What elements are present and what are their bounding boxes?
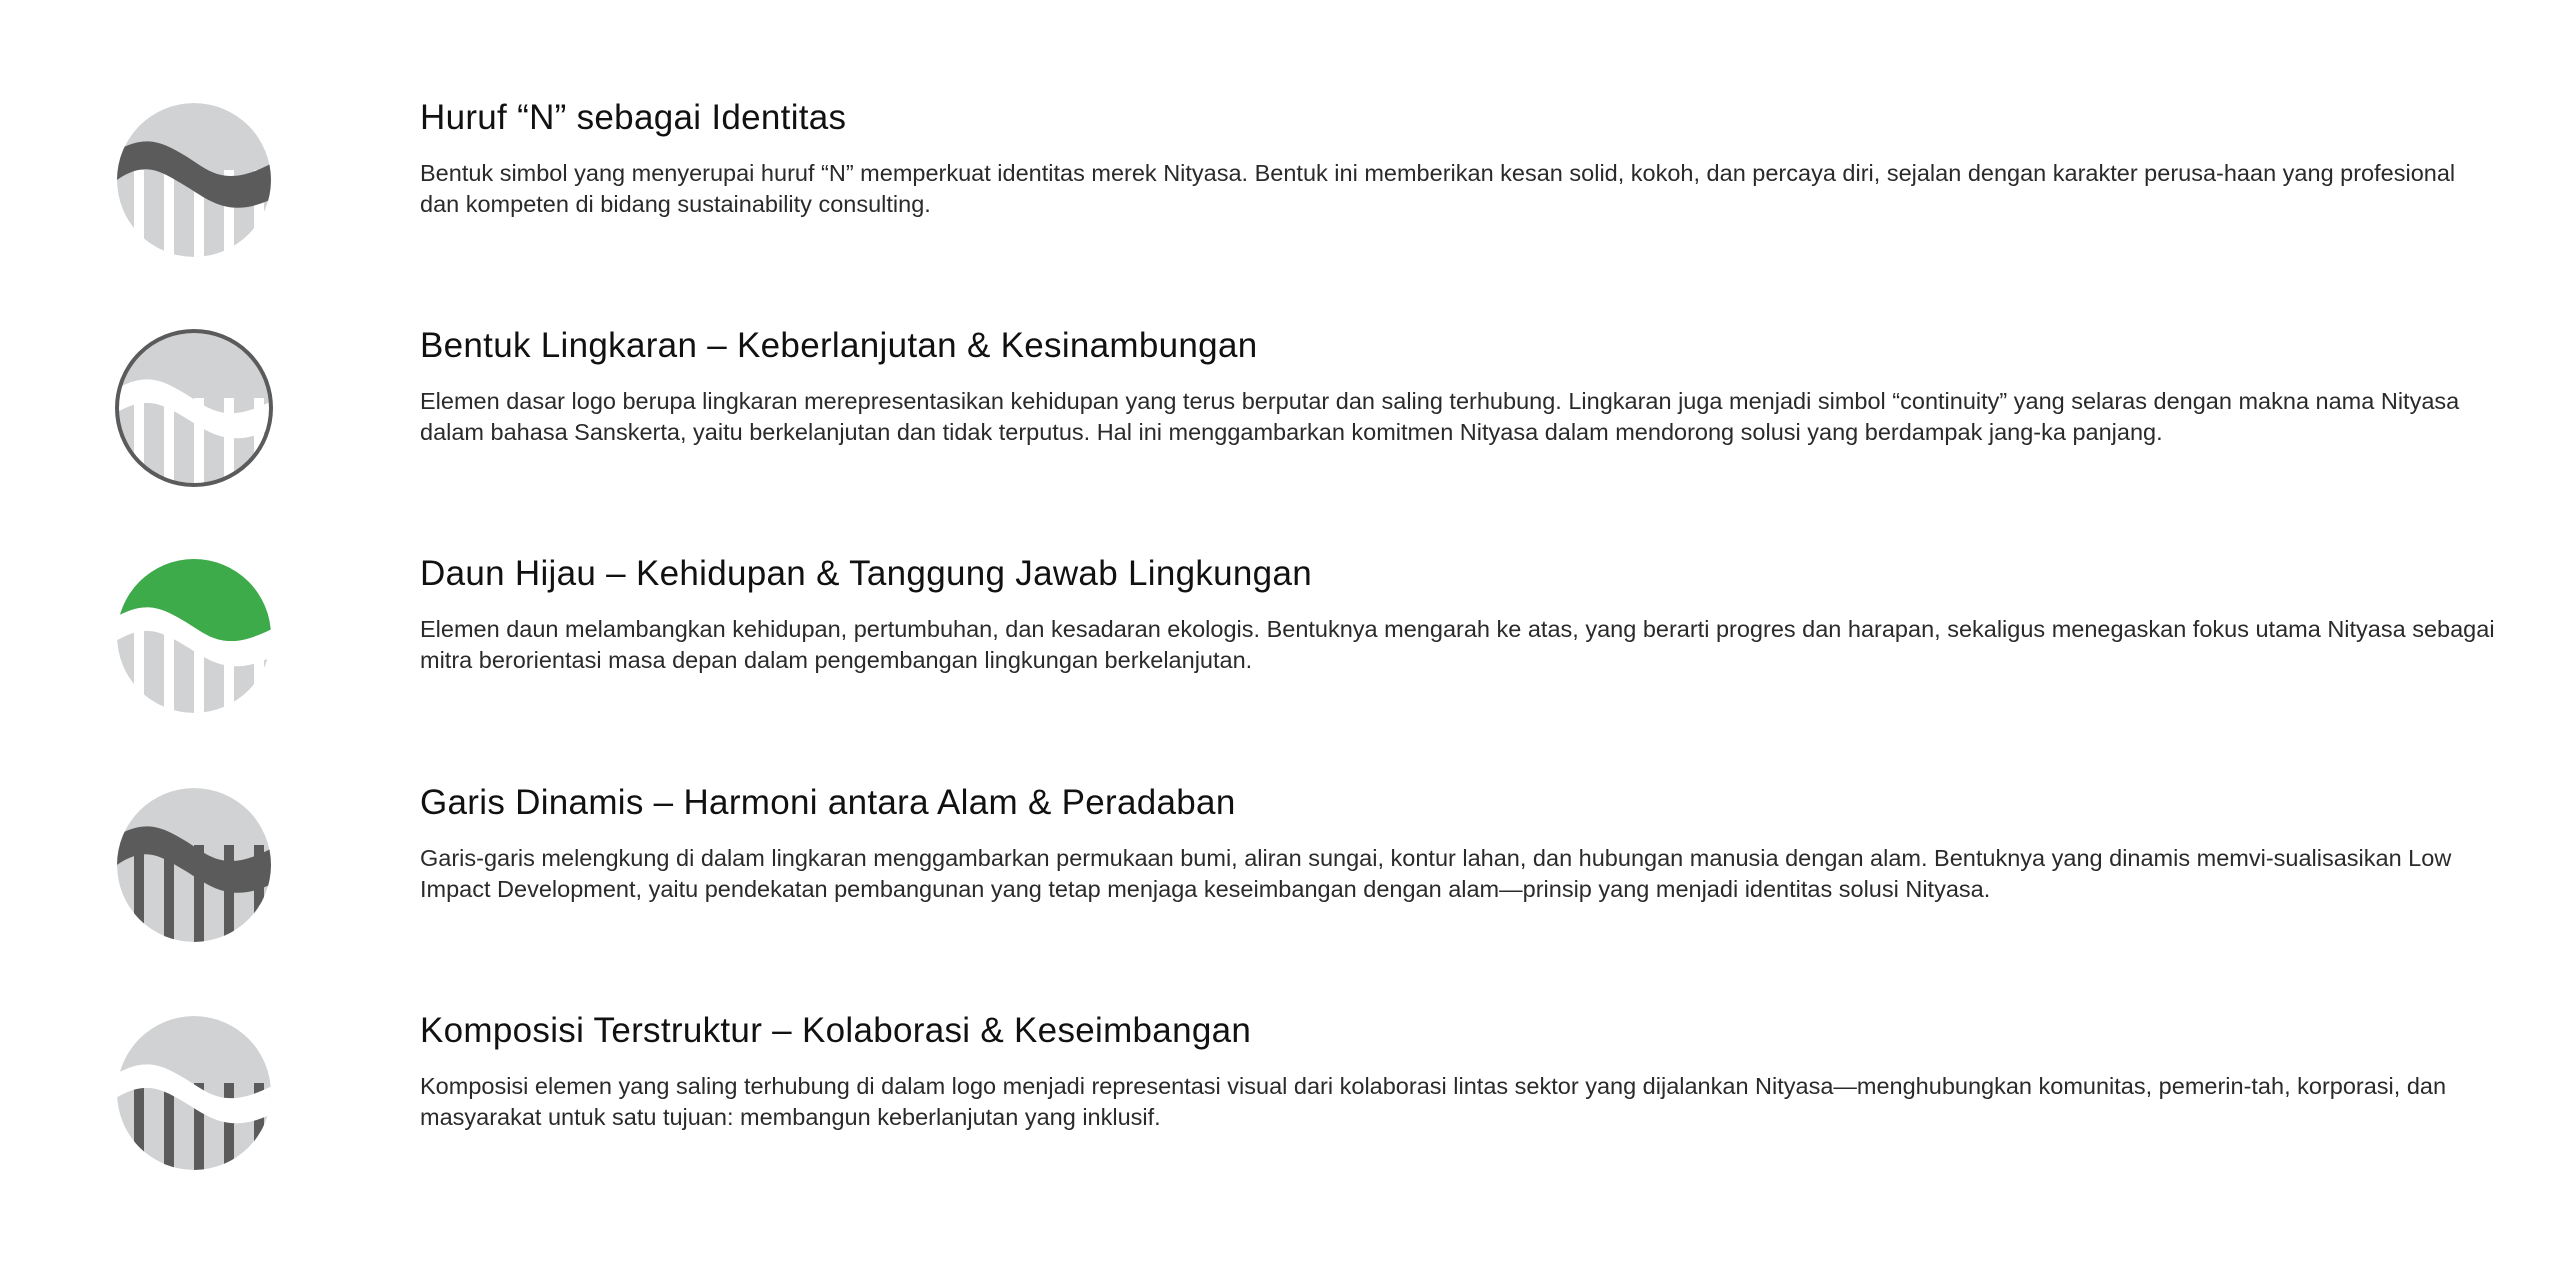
section-green-leaf [0,552,2560,732]
logo-n-highlight-icon [114,100,274,260]
section-heading: Huruf “N” sebagai Identitas [420,98,847,137]
logo-circle-outline-icon [114,328,274,488]
section-heading: Garis Dinamis – Harmoni antara Alam & Peradaban [420,783,1236,822]
section-text [420,552,2500,675]
section-text [420,781,2500,904]
logo-green-leaf-icon [114,556,274,716]
section-dynamic-lines [0,781,2560,961]
section-text [420,1009,2500,1132]
section-heading: Komposisi Terstruktur – Kolaborasi & Keseimbangan [420,1011,1252,1050]
section-description: Bentuk simbol yang menyerupai huruf “N” memperkuat identitas merek Nityasa. Bentuk ini memberikan kesan solid, kokoh, dan percaya diri, sejalan dengan karakter perusa-haan yang profesional dan kompeten di bidang sustainability consulting. [420,160,2456,217]
logo-structured-bars-icon [114,1013,274,1173]
logo-dynamic-lines-icon [114,785,274,945]
section-heading: Bentuk Lingkaran – Keberlanjutan & Kesinambungan [420,326,1258,365]
section-description: Garis-garis melengkung di dalam lingkaran menggambarkan permukaan bumi, aliran sungai, kontur lahan, dan hubungan manusia dengan alam. Bentuknya yang dinamis memvi-sualisasikan Low Impact Development, yaitu pendekatan pembangunan yang tetap menjaga keseimbangan dengan alam—prinsip yang menjadi identitas solusi Nityasa. [420,845,2452,902]
section-text [420,324,2500,447]
section-heading: Daun Hijau – Kehidupan & Tanggung Jawab Lingkungan [420,554,1312,593]
section-n-identity [0,96,2560,276]
section-description: Elemen dasar logo berupa lingkaran merepresentasikan kehidupan yang terus berputar dan saling terhubung. Lingkaran juga menjadi simbol “continuity” yang selaras dengan makna nama Nityasa dalam bahasa Sanskerta, yaitu berkelanjutan dan tidak terputus. Hal ini menggambarkan komitmen Nityasa dalam mendorong solusi yang berdampak jang-ka panjang. [420,388,2460,445]
section-description: Komposisi elemen yang saling terhubung di dalam logo menjadi representasi visual dari kolaborasi lintas sektor yang dijalankan Nityasa—menghubungkan komunitas, pemerin-tah, korporasi, dan masyarakat untuk satu tujuan: membangun keberlanjutan yang inklusif. [420,1073,2447,1130]
section-description: Elemen daun melambangkan kehidupan, pertumbuhan, dan kesadaran ekologis. Bentuknya mengarah ke atas, yang berarti progres dan harapan, sekaligus menegaskan fokus utama Nityasa sebagai mitra berorientasi masa depan dalam pengembangan lingkungan berkelanjutan. [420,616,2495,673]
section-circle-continuity [0,324,2560,504]
section-text [420,96,2500,219]
section-structured-composition [0,1009,2560,1189]
